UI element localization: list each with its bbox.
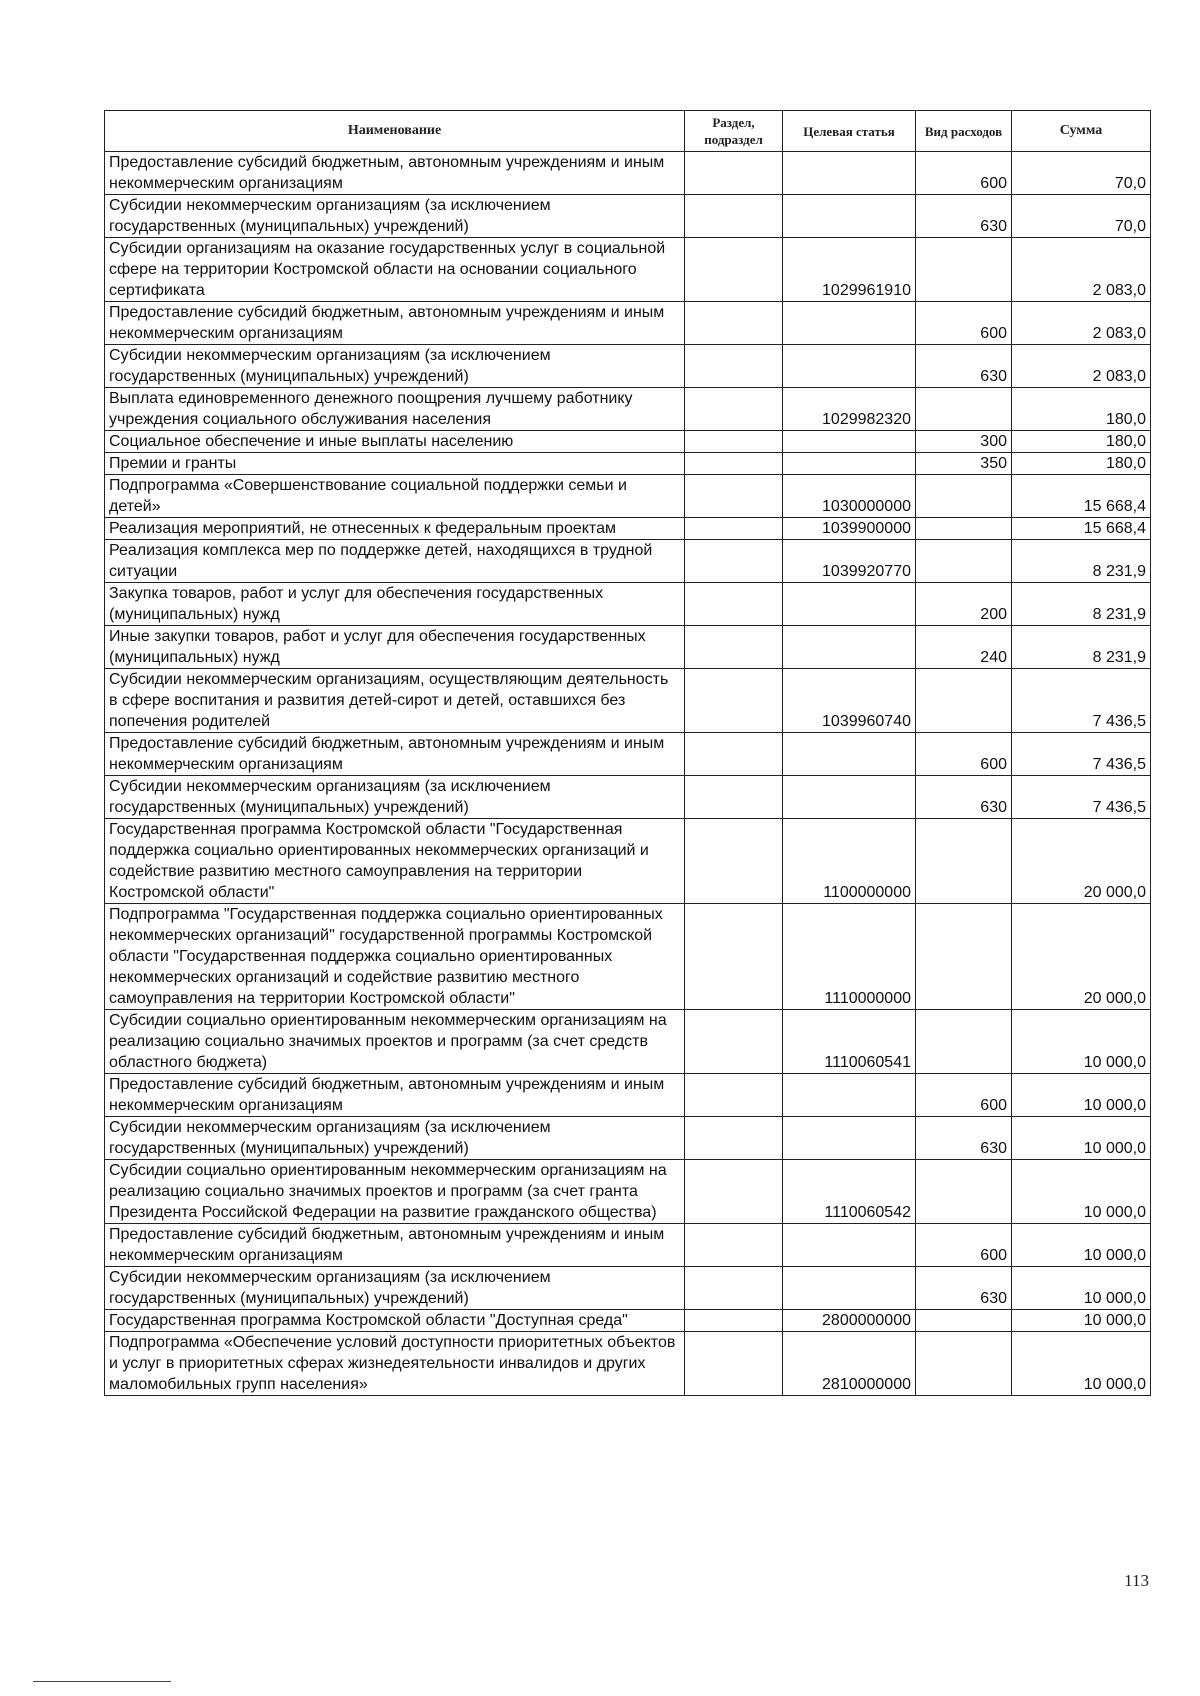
cell-sum: 2 083,0 (1012, 302, 1151, 345)
cell-type (916, 1160, 1012, 1224)
cell-type: 630 (916, 776, 1012, 819)
cell-type: 240 (916, 626, 1012, 669)
cell-sum: 180,0 (1012, 388, 1151, 431)
cell-type: 630 (916, 1117, 1012, 1160)
cell-name: Субсидии некоммерческим организациям, осуществляющим деятельность в сфере воспитания и развития детей-сирот и детей, оставшихся без попечения родителей (105, 669, 685, 733)
cell-name: Закупка товаров, работ и услуг для обеспечения государственных (муниципальных) нужд (105, 583, 685, 626)
table-row (105, 388, 1151, 431)
cell-section (685, 1117, 783, 1160)
cell-section (685, 540, 783, 583)
cell-sum: 180,0 (1012, 431, 1151, 453)
cell-target: 1039900000 (783, 518, 916, 540)
cell-name: Предоставление субсидий бюджетным, автономным учреждениям и иным некоммерческим организациям (105, 302, 685, 345)
cell-type (916, 819, 1012, 904)
page-number: 113 (1124, 1571, 1149, 1590)
table-row (105, 626, 1151, 669)
table-row (105, 1117, 1151, 1160)
cell-sum: 70,0 (1012, 152, 1151, 195)
cell-sum: 10 000,0 (1012, 1310, 1151, 1332)
cell-section (685, 819, 783, 904)
table-row (105, 1310, 1151, 1332)
cell-target: 2800000000 (783, 1310, 916, 1332)
cell-name: Субсидии социально ориентированным некоммерческим организациям на реализацию социально значимых проектов и программ (за счет средств областного бюджета) (105, 1010, 685, 1074)
cell-target: 1030000000 (783, 475, 916, 518)
cell-target (783, 345, 916, 388)
cell-section (685, 733, 783, 776)
cell-section (685, 195, 783, 238)
cell-target (783, 1224, 916, 1267)
table-row (105, 819, 1151, 904)
cell-name: Подпрограмма "Государственная поддержка социально ориентированных некоммерческих организаций" государственной программы Костромской области "Государственная поддержка социально ориентированных некоммерческих организаций и содействие развитию местного самоуправления на территории Костромской области" (105, 904, 685, 1010)
cell-type (916, 669, 1012, 733)
cell-section (685, 1074, 783, 1117)
header-type: Вид расходов (916, 111, 1012, 152)
cell-name: Субсидии организациям на оказание государственных услуг в социальной сфере на территории Костромской области на основании социального сертификата (105, 238, 685, 302)
table-row (105, 152, 1151, 195)
cell-section (685, 1332, 783, 1396)
table-row (105, 345, 1151, 388)
table-row (105, 540, 1151, 583)
cell-section (685, 475, 783, 518)
table-row (105, 431, 1151, 453)
cell-sum: 7 436,5 (1012, 669, 1151, 733)
cell-target (783, 626, 916, 669)
cell-type (916, 238, 1012, 302)
cell-target (783, 195, 916, 238)
cell-target (783, 1117, 916, 1160)
cell-type: 630 (916, 345, 1012, 388)
cell-name: Выплата единовременного денежного поощрения лучшему работнику учреждения социального обслуживания населения (105, 388, 685, 431)
table-row (105, 1267, 1151, 1310)
cell-section (685, 1160, 783, 1224)
header-name: Наименование (105, 111, 685, 152)
cell-sum: 10 000,0 (1012, 1010, 1151, 1074)
cell-type (916, 904, 1012, 1010)
cell-name: Предоставление субсидий бюджетным, автономным учреждениям и иным некоммерческим организациям (105, 152, 685, 195)
budget-table (104, 110, 1151, 1396)
cell-section (685, 626, 783, 669)
cell-target: 1029961910 (783, 238, 916, 302)
cell-target (783, 776, 916, 819)
cell-sum: 8 231,9 (1012, 540, 1151, 583)
cell-type: 600 (916, 302, 1012, 345)
cell-type: 630 (916, 1267, 1012, 1310)
cell-section (685, 1267, 783, 1310)
cell-target (783, 733, 916, 776)
cell-sum: 7 436,5 (1012, 733, 1151, 776)
cell-sum: 8 231,9 (1012, 626, 1151, 669)
table-row (105, 1074, 1151, 1117)
cell-type: 600 (916, 1224, 1012, 1267)
header-section: Раздел, подраздел (685, 111, 783, 152)
cell-sum: 2 083,0 (1012, 345, 1151, 388)
table-row (105, 583, 1151, 626)
cell-target (783, 583, 916, 626)
cell-section (685, 1224, 783, 1267)
cell-target: 1029982320 (783, 388, 916, 431)
footnote-rule (33, 1681, 171, 1682)
cell-type: 200 (916, 583, 1012, 626)
cell-type (916, 475, 1012, 518)
cell-type (916, 518, 1012, 540)
cell-name: Субсидии некоммерческим организациям (за исключением государственных (муниципальных) учреждений) (105, 1117, 685, 1160)
cell-target (783, 302, 916, 345)
table-row (105, 302, 1151, 345)
cell-sum: 15 668,4 (1012, 475, 1151, 518)
cell-type: 600 (916, 733, 1012, 776)
cell-name: Реализация мероприятий, не отнесенных к федеральным проектам (105, 518, 685, 540)
cell-sum: 2 083,0 (1012, 238, 1151, 302)
cell-target: 1100000000 (783, 819, 916, 904)
cell-name: Предоставление субсидий бюджетным, автономным учреждениям и иным некоммерческим организациям (105, 1224, 685, 1267)
cell-section (685, 238, 783, 302)
table-row (105, 1332, 1151, 1396)
cell-name: Государственная программа Костромской области "Государственная поддержка социально ориентированных некоммерческих организаций и содействие развитию местного самоуправления на территории Костромской области" (105, 819, 685, 904)
cell-section (685, 302, 783, 345)
cell-name: Субсидии социально ориентированным некоммерческим организациям на реализацию социально значимых проектов и программ (за счет гранта Президента Российской Федерации на развитие гражданского общества) (105, 1160, 685, 1224)
cell-section (685, 345, 783, 388)
cell-sum: 10 000,0 (1012, 1117, 1151, 1160)
cell-sum: 20 000,0 (1012, 819, 1151, 904)
table-row (105, 238, 1151, 302)
cell-type (916, 388, 1012, 431)
cell-name: Государственная программа Костромской области "Доступная среда" (105, 1310, 685, 1332)
cell-target (783, 453, 916, 475)
table-row (105, 776, 1151, 819)
table-row (105, 1160, 1151, 1224)
cell-type: 300 (916, 431, 1012, 453)
cell-name: Субсидии некоммерческим организациям (за исключением государственных (муниципальных) учреждений) (105, 776, 685, 819)
cell-section (685, 583, 783, 626)
cell-type: 600 (916, 152, 1012, 195)
cell-name: Подпрограмма «Обеспечение условий доступности приоритетных объектов и услуг в приоритетных сферах жизнедеятельности инвалидов и других маломобильных групп населения» (105, 1332, 685, 1396)
cell-sum: 20 000,0 (1012, 904, 1151, 1010)
table-row (105, 904, 1151, 1010)
cell-sum: 70,0 (1012, 195, 1151, 238)
cell-target (783, 1074, 916, 1117)
table-row (105, 1224, 1151, 1267)
cell-type: 630 (916, 195, 1012, 238)
cell-section (685, 518, 783, 540)
cell-section (685, 1310, 783, 1332)
table-row (105, 195, 1151, 238)
cell-section (685, 776, 783, 819)
cell-name: Субсидии некоммерческим организациям (за исключением государственных (муниципальных) учреждений) (105, 1267, 685, 1310)
cell-section (685, 669, 783, 733)
cell-type (916, 1332, 1012, 1396)
cell-type: 600 (916, 1074, 1012, 1117)
cell-name: Предоставление субсидий бюджетным, автономным учреждениям и иным некоммерческим организациям (105, 1074, 685, 1117)
cell-type (916, 1010, 1012, 1074)
cell-sum: 10 000,0 (1012, 1267, 1151, 1310)
cell-sum: 10 000,0 (1012, 1160, 1151, 1224)
header-target: Целевая статья (783, 111, 916, 152)
cell-target: 1110060542 (783, 1160, 916, 1224)
table-row (105, 733, 1151, 776)
cell-target: 1039960740 (783, 669, 916, 733)
cell-target: 2810000000 (783, 1332, 916, 1396)
cell-sum: 10 000,0 (1012, 1332, 1151, 1396)
table-row (105, 1010, 1151, 1074)
cell-name: Субсидии некоммерческим организациям (за исключением государственных (муниципальных) учреждений) (105, 195, 685, 238)
cell-target: 1039920770 (783, 540, 916, 583)
cell-sum: 180,0 (1012, 453, 1151, 475)
table-row (105, 669, 1151, 733)
table-row (105, 453, 1151, 475)
cell-name: Подпрограмма «Совершенствование социальной поддержки семьи и детей» (105, 475, 685, 518)
cell-name: Реализация комплекса мер по поддержке детей, находящихся в трудной ситуации (105, 540, 685, 583)
cell-sum: 8 231,9 (1012, 583, 1151, 626)
cell-name: Субсидии некоммерческим организациям (за исключением государственных (муниципальных) учреждений) (105, 345, 685, 388)
header-sum: Сумма (1012, 111, 1151, 152)
cell-section (685, 388, 783, 431)
cell-section (685, 1010, 783, 1074)
cell-type: 350 (916, 453, 1012, 475)
cell-name: Предоставление субсидий бюджетным, автономным учреждениям и иным некоммерческим организациям (105, 733, 685, 776)
cell-target (783, 431, 916, 453)
cell-sum: 10 000,0 (1012, 1074, 1151, 1117)
cell-name: Иные закупки товаров, работ и услуг для обеспечения государственных (муниципальных) нужд (105, 626, 685, 669)
table-body (105, 152, 1151, 1396)
cell-target: 1110060541 (783, 1010, 916, 1074)
cell-section (685, 152, 783, 195)
cell-type (916, 540, 1012, 583)
cell-type (916, 1310, 1012, 1332)
cell-sum: 7 436,5 (1012, 776, 1151, 819)
cell-target (783, 152, 916, 195)
cell-name: Социальное обеспечение и иные выплаты населению (105, 431, 685, 453)
cell-section (685, 453, 783, 475)
cell-name: Премии и гранты (105, 453, 685, 475)
cell-section (685, 431, 783, 453)
cell-target: 1110000000 (783, 904, 916, 1010)
cell-section (685, 904, 783, 1010)
cell-sum: 15 668,4 (1012, 518, 1151, 540)
table-row (105, 518, 1151, 540)
cell-sum: 10 000,0 (1012, 1224, 1151, 1267)
cell-target (783, 1267, 916, 1310)
header-row (105, 111, 1151, 152)
table-row (105, 475, 1151, 518)
